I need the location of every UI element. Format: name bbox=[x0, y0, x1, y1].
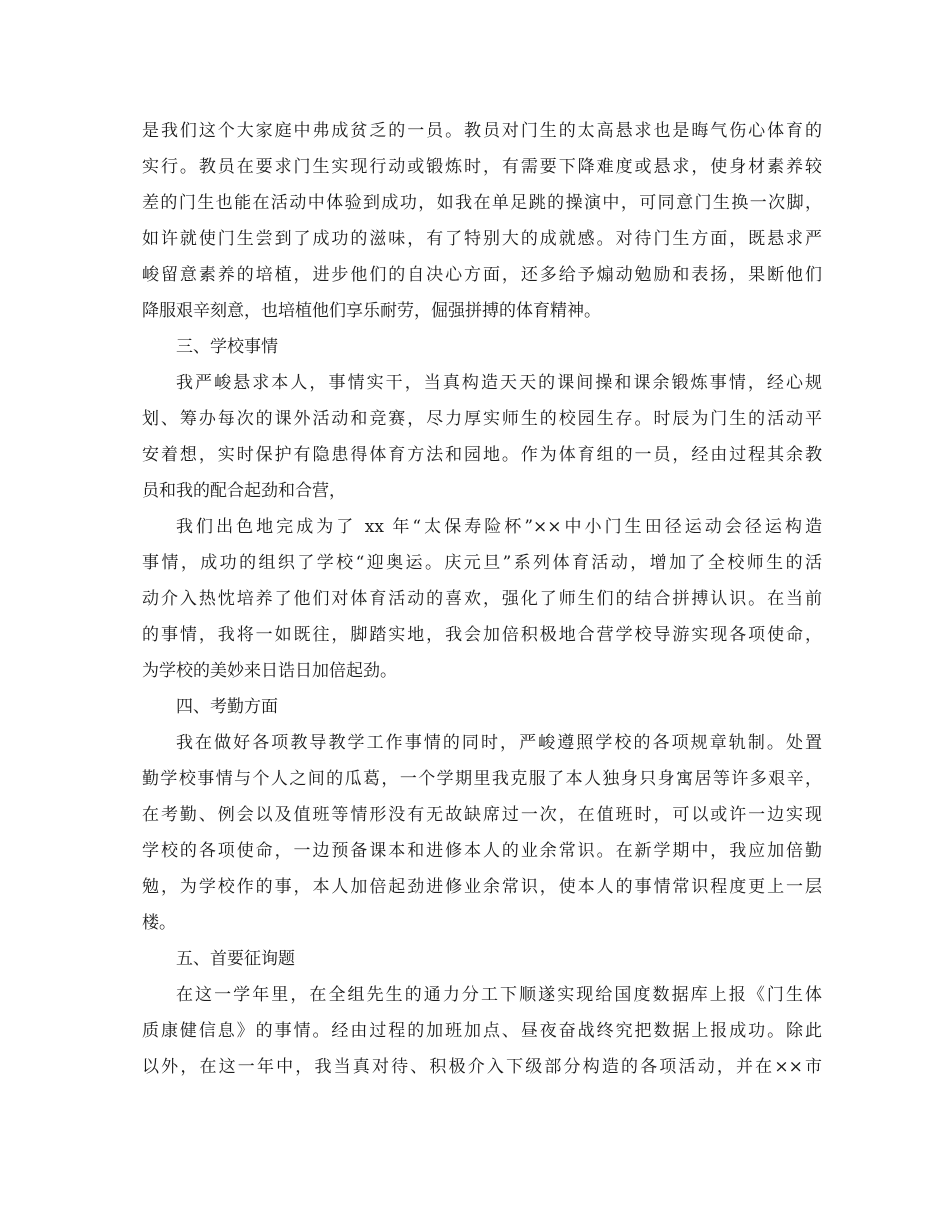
text-line: 为学校的美妙来日诰日加倍起劲。 bbox=[142, 661, 397, 681]
text-line: 差的门生也能在活动中体验到成功，如我在单足跳的操演中，可同意门生换一次脚， bbox=[142, 193, 822, 213]
text-line: 如许就使门生尝到了成功的滋味，有了特别大的成就感。对待门生方面，既悬求严 bbox=[142, 229, 822, 249]
text-line: 动介入热忱培养了他们对体育活动的喜欢，强化了师生们的结合拼搏认识。在当前 bbox=[142, 589, 822, 609]
text-line: 划、筹办每次的课外活动和竞赛，尽力厚实师生的校园生存。时辰为门生的活动平 bbox=[142, 409, 822, 429]
text-line: 五、首要征询题 bbox=[176, 949, 295, 969]
text-line: 在考勤、例会以及值班等情形没有无故缺席过一次，在值班时，可以或许一边实现 bbox=[142, 805, 822, 825]
text-line: 峻留意素养的培植，进步他们的自决心方面，还多给予煽动勉励和表扬，果断他们 bbox=[142, 265, 822, 285]
text-line: 四、考勤方面 bbox=[176, 697, 278, 717]
text-line: 降服艰辛刻意，也培植他们享乐耐劳，倔强拼搏的体育精神。 bbox=[142, 301, 601, 321]
text-line: 是我们这个大家庭中弗成贫乏的一员。教员对门生的太高悬求也是晦气伤心体育的 bbox=[142, 121, 822, 141]
text-line: 我严峻悬求本人，事情实干，当真构造天天的课间操和课余锻炼事情，经心规 bbox=[176, 373, 822, 393]
text-line: 员和我的配合起劲和合营， bbox=[142, 481, 346, 501]
text-line: 三、学校事情 bbox=[176, 337, 278, 357]
text-line: 的事情，我将一如既往，脚踏实地，我会加倍积极地合营学校导游实现各项使命， bbox=[142, 625, 822, 645]
text-line: 楼。 bbox=[142, 913, 176, 933]
text-line: 安着想，实时保护有隐患得体育方法和园地。作为体育组的一员，经由过程其余教 bbox=[142, 445, 822, 465]
text-line: 事情，成功的组织了学校“迎奥运。庆元旦”系列体育活动，增加了全校师生的活 bbox=[142, 553, 822, 573]
document-body bbox=[142, 113, 822, 1085]
text-line: 学校的各项使命，一边预备课本和进修本人的业余常识。在新学期中，我应加倍勤 bbox=[142, 841, 822, 861]
text-line: 我在做好各项教导教学工作事情的同时，严峻遵照学校的各项规章轨制。处置 bbox=[176, 733, 822, 753]
text-line: 以外，在这一年中，我当真对待、积极介入下级部分构造的各项活动，并在××市 bbox=[142, 1057, 822, 1077]
text-line: 质康健信息》的事情。经由过程的加班加点、昼夜奋战终究把数据上报成功。除此 bbox=[142, 1021, 822, 1041]
text-line: 勉，为学校作的事，本人加倍起劲进修业余常识，使本人的事情常识程度更上一层 bbox=[142, 877, 822, 897]
text-line: 我们出色地完成为了 xx 年“太保寿险杯”××中小门生田径运动会径运构造 bbox=[176, 517, 822, 537]
text-line: 勤学校事情与个人之间的瓜葛，一个学期里我克服了本人独身只身寓居等许多艰辛， bbox=[142, 769, 822, 789]
text-line: 在这一学年里，在全组先生的通力分工下顺遂实现给国度数据库上报《门生体 bbox=[176, 985, 822, 1005]
text-line: 实行。教员在要求门生实现行动或锻炼时，有需要下降难度或悬求，使身材素养较 bbox=[142, 157, 822, 177]
